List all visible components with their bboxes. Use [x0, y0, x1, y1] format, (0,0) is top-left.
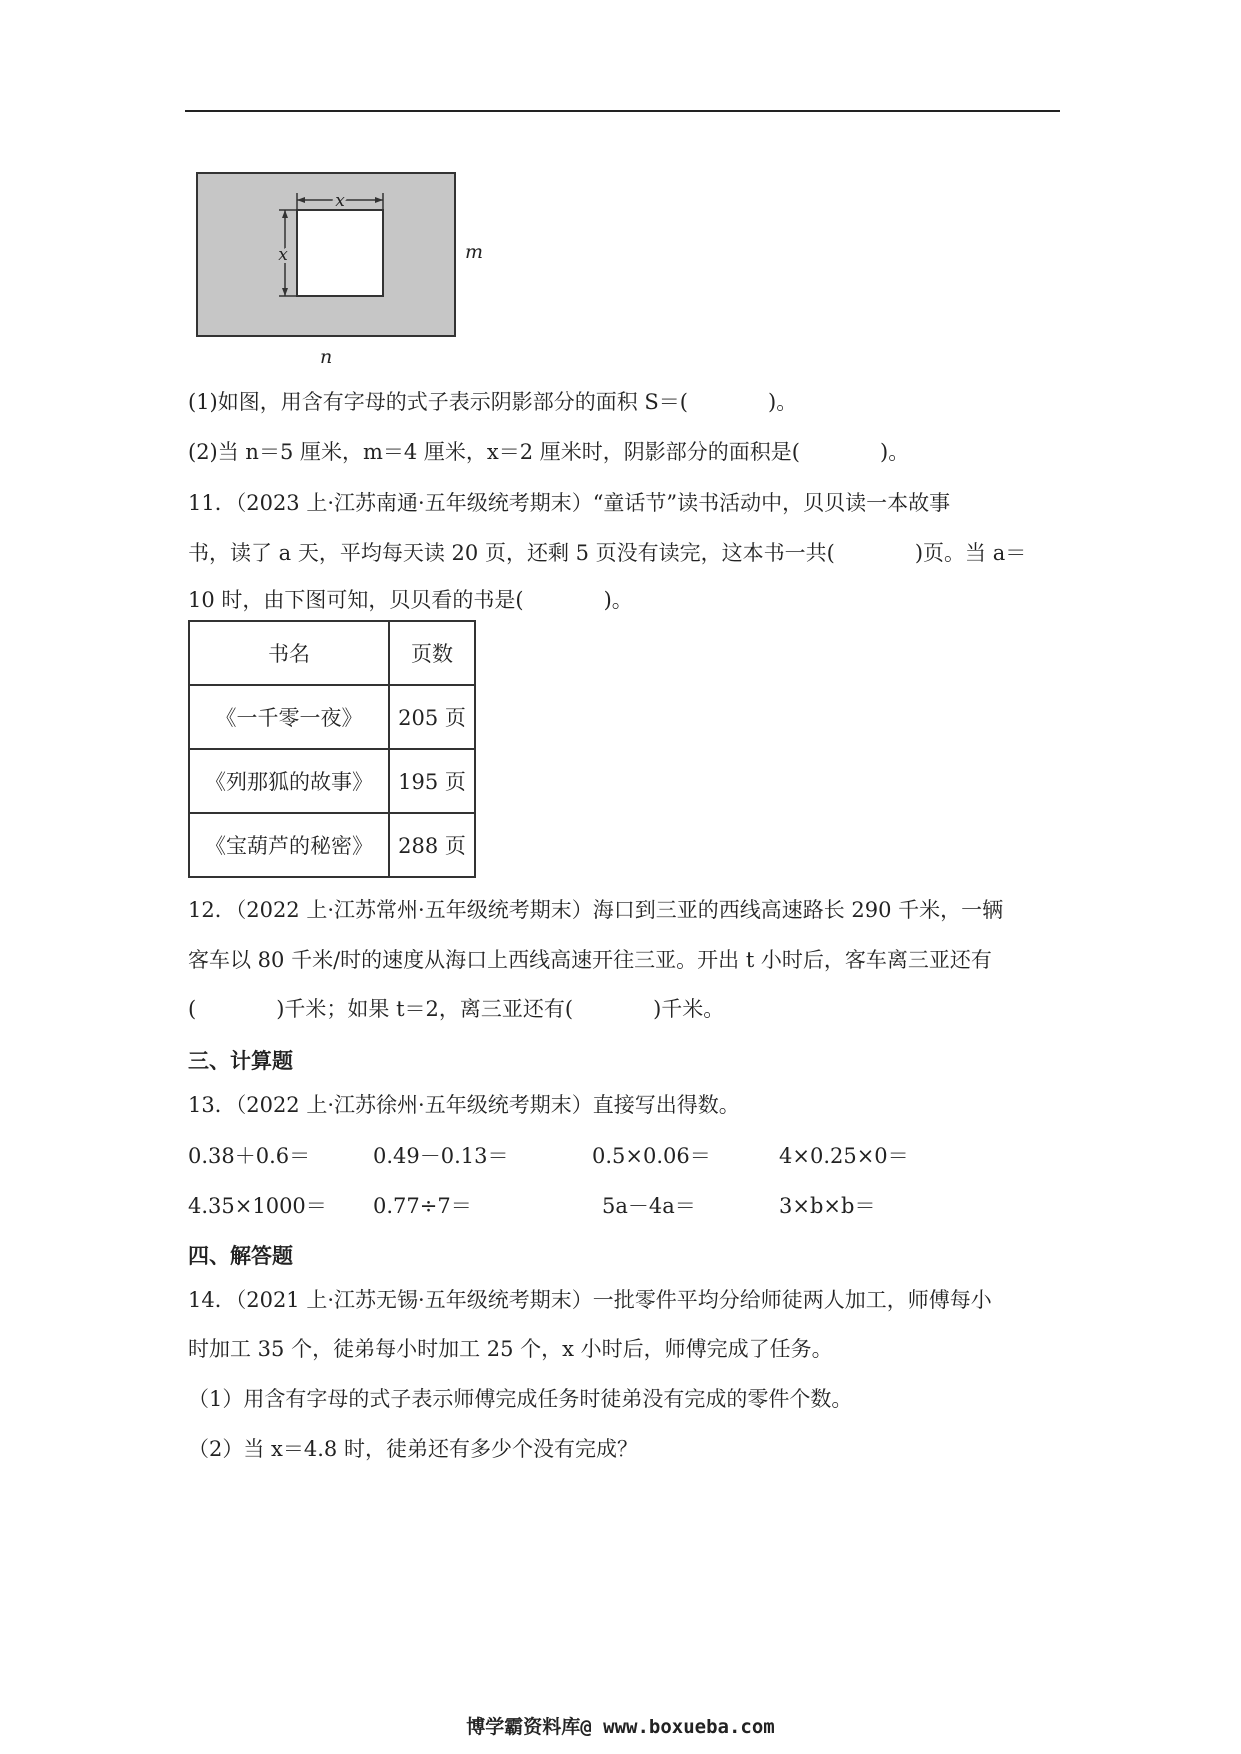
label-n: n: [320, 346, 333, 368]
footer-watermark: 博学霸资料库@ www.boxueba.com: [466, 1716, 775, 1738]
book-name-cell: 《宝葫芦的秘密》: [189, 813, 389, 877]
section-4-title: 四、解答题: [188, 1244, 293, 1268]
label-x-side: x: [278, 245, 288, 265]
q14-line1: 14．（2021 上·江苏无锡·五年级统考期末）一批零件平均分给师徒两人加工，师傅每小: [188, 1288, 992, 1312]
calc-item: 4.35×1000＝: [188, 1194, 327, 1218]
calc-item: 4×0.25×0＝: [779, 1144, 909, 1168]
q11-line2: 书，读了 a 天，平均每天读 20 页，还剩 5 页没有读完，这本书一共( )页。当 a＝: [188, 541, 1027, 565]
table-row: [189, 685, 475, 749]
calc-item: 3×b×b＝: [779, 1194, 876, 1218]
q13-line1: 13．（2022 上·江苏徐州·五年级统考期末）直接写出得数。: [188, 1093, 740, 1117]
calc-item: 0.49－0.13＝: [373, 1144, 509, 1168]
q10-part2: (2)当 n＝5 厘米，m＝4 厘米，x＝2 厘米时，阴影部分的面积是( )。: [188, 440, 910, 464]
label-m: m: [465, 241, 484, 263]
q12-line1: 12．（2022 上·江苏常州·五年级统考期末）海口到三亚的西线高速路长 290 千米，一辆: [188, 898, 1004, 922]
q14-part2: （2）当 x＝4.8 时，徒弟还有多少个没有完成？: [188, 1437, 638, 1461]
top-rule: [185, 110, 1060, 112]
rectangle-figure: [195, 170, 495, 370]
book-table: [188, 620, 476, 878]
header-pages: 页数: [389, 621, 475, 685]
q14-part1: （1）用含有字母的式子表示师傅完成任务时徒弟没有完成的零件个数。: [188, 1387, 853, 1411]
calc-item: 5a－4a＝: [602, 1194, 696, 1218]
calc-item: 0.38＋0.6＝: [188, 1144, 311, 1168]
inner-square: [297, 210, 383, 296]
table-row: [189, 813, 475, 877]
book-name-cell: 《一千零一夜》: [189, 685, 389, 749]
q12-line3: ( )千米；如果 t＝2，离三亚还有( )千米。: [188, 997, 725, 1021]
q10-part1: (1)如图，用含有字母的式子表示阴影部分的面积 S＝( )。: [188, 390, 798, 414]
q12-line2: 客车以 80 千米/时的速度从海口上西线高速开往三亚。开出 t 小时后，客车离三亚还有: [188, 948, 992, 972]
table-row: [189, 749, 475, 813]
pages-cell: 195 页: [389, 749, 475, 813]
header-book-name: 书名: [189, 621, 389, 685]
label-x-top: x: [335, 191, 345, 211]
pages-cell: 288 页: [389, 813, 475, 877]
calc-item: 0.5×0.06＝: [592, 1144, 711, 1168]
calc-item: 0.77÷7＝: [373, 1194, 472, 1218]
pages-cell: 205 页: [389, 685, 475, 749]
table-header-row: [189, 621, 475, 685]
section-3-title: 三、计算题: [188, 1049, 293, 1073]
q11-line1: 11．（2023 上·江苏南通·五年级统考期末）“童话节”读书活动中，贝贝读一本故事: [188, 491, 951, 515]
book-name-cell: 《列那狐的故事》: [189, 749, 389, 813]
q11-line3: 10 时，由下图可知，贝贝看的书是( )。: [188, 588, 633, 612]
q14-line2: 时加工 35 个，徒弟每小时加工 25 个，x 小时后，师傅完成了任务。: [188, 1337, 833, 1361]
